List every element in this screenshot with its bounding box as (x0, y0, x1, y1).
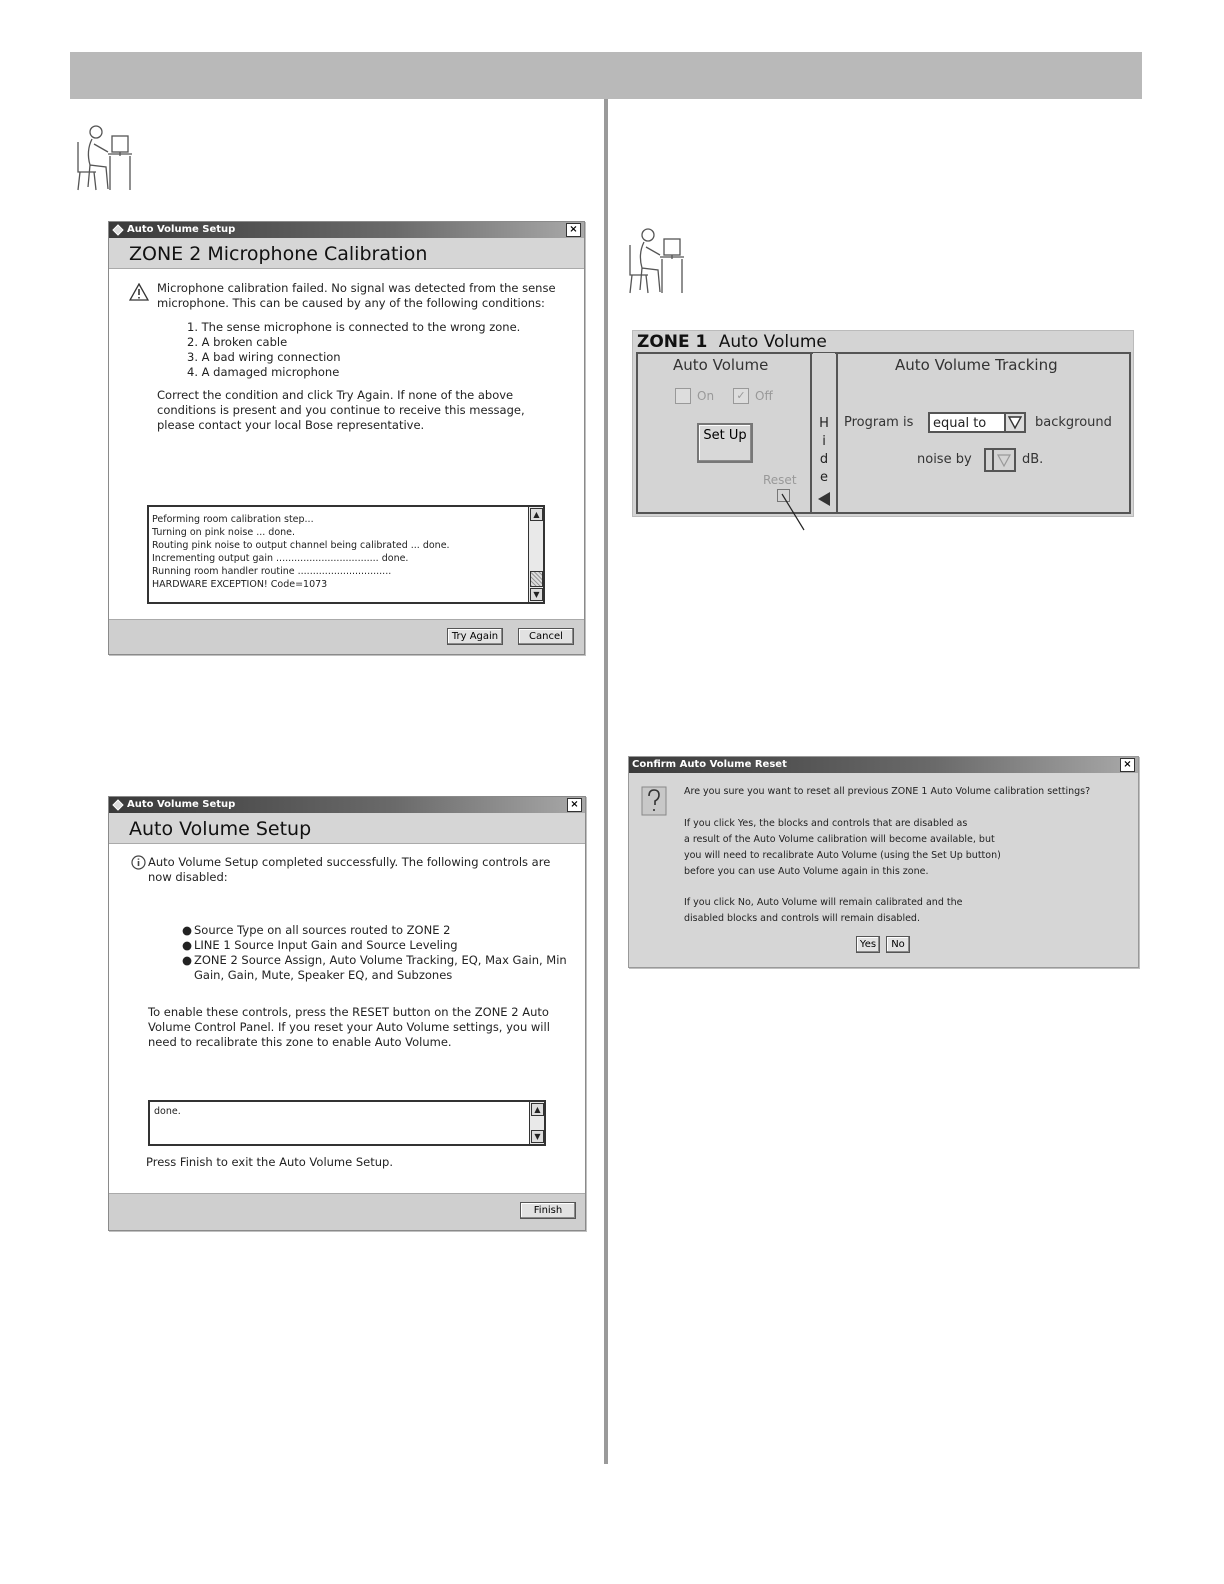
list-item: ● ZONE 2 Source Assign, Auto Volume Tracking, EQ, Max Gain, Min Gain, Gain, Mute, Speaker EQ, and Subzones (182, 953, 567, 982)
log-line: Incrementing output gain .................................. done. (152, 553, 409, 564)
reset-callout-line (776, 490, 810, 534)
list-item: 3. A bad wiring connection (187, 350, 341, 364)
calibration-log (147, 505, 545, 604)
scroll-up-icon[interactable]: ▲ (531, 1103, 544, 1116)
window-title: Auto Volume Setup (127, 799, 236, 810)
list-item: ● Source Type on all sources routed to ZONE 2 (182, 923, 451, 937)
app-icon (112, 799, 124, 811)
title-bar (109, 797, 585, 813)
set-up-button[interactable] (697, 423, 753, 463)
noise-db-select[interactable] (984, 448, 1016, 472)
tracking-section-title: Auto Volume Tracking (895, 356, 1058, 374)
window-title: Auto Volume Setup (127, 224, 236, 235)
auto-volume-section-title: Auto Volume (673, 356, 769, 374)
column-divider (604, 99, 608, 1464)
set-up-label: Set Up (703, 428, 747, 443)
panel-subtitle: Auto Volume (718, 332, 827, 352)
list-item: ● LINE 1 Source Input Gain and Source Leveling (182, 938, 458, 952)
comparison-select[interactable] (928, 412, 1026, 433)
panel-title (637, 332, 827, 352)
close-icon[interactable]: × (1120, 758, 1135, 772)
section-divider (836, 352, 838, 514)
setup-log (148, 1100, 546, 1146)
setup-complete-dialog (108, 796, 586, 1231)
cancel-button[interactable]: Cancel (518, 628, 574, 645)
db-label: dB. (1022, 452, 1044, 467)
app-icon (112, 224, 124, 236)
log-line: done. (154, 1106, 181, 1117)
log-scrollbar[interactable] (528, 507, 543, 602)
zone-auto-volume-panel (632, 330, 1134, 517)
log-line: Peforming room calibration step... (152, 514, 314, 525)
success-message: Auto Volume Setup completed successfully. The following controls are now disabled: (148, 855, 551, 884)
dialog-footer (109, 1193, 585, 1230)
hide-letter: i (822, 434, 826, 449)
list-item: 4. A damaged microphone (187, 365, 340, 379)
try-again-button[interactable]: Try Again (447, 628, 503, 645)
close-icon[interactable]: × (566, 223, 581, 237)
background-label: background (1035, 415, 1112, 430)
confirm-question: Are you sure you want to reset all previous ZONE 1 Auto Volume calibration settings? (684, 786, 1091, 797)
text-line: a result of the Auto Volume calibration will become available, but (684, 834, 995, 845)
text-line: If you click No, Auto Volume will remain calibrated and the (684, 897, 963, 908)
window-title: Confirm Auto Volume Reset (632, 759, 787, 770)
log-line: HARDWARE EXCEPTION! Code=1073 (152, 579, 328, 590)
failure-message: Microphone calibration failed. No signal was detected from the sense microphone. This can be caused by any of the following conditions: (157, 281, 556, 310)
yes-button[interactable]: Yes (856, 936, 880, 953)
chevron-down-icon[interactable] (992, 450, 1014, 470)
list-item: 2. A broken cable (187, 335, 288, 349)
info-icon (131, 855, 146, 870)
hide-letter: H (819, 416, 829, 431)
log-line: Turning on pink noise ... done. (152, 527, 296, 538)
noise-by-label: noise by (917, 452, 972, 467)
yes-explanation (684, 816, 1001, 880)
hide-tab[interactable] (813, 353, 835, 511)
person-at-computer-icon (622, 225, 688, 297)
disabled-controls-list (182, 923, 567, 983)
chevron-down-icon[interactable] (1004, 414, 1024, 431)
dialog-footer (109, 619, 584, 654)
select-value: equal to (933, 416, 987, 431)
on-checkbox[interactable] (675, 388, 691, 404)
on-label: On (697, 389, 715, 403)
hide-letter: e (820, 470, 828, 485)
person-at-computer-icon (70, 122, 136, 194)
confirm-reset-dialog (628, 756, 1139, 968)
text-line: before you can use Auto Volume again in this zone. (684, 866, 929, 877)
conditions-list (187, 320, 520, 380)
list-item: 1. The sense microphone is connected to the wrong zone. (187, 320, 521, 334)
no-button[interactable]: No (886, 936, 910, 953)
instructions-text: Correct the condition and click Try Again. If none of the above conditions is present and you continue to receive this message, please contact your local Bose representative. (157, 388, 525, 432)
close-icon[interactable]: × (567, 798, 582, 812)
section-divider (810, 352, 812, 514)
scroll-up-icon[interactable]: ▲ (530, 508, 543, 521)
warning-icon (129, 283, 149, 301)
finish-button[interactable]: Finish (520, 1202, 576, 1219)
dialog-heading: ZONE 2 Microphone Calibration (109, 238, 584, 269)
scroll-down-icon[interactable]: ▼ (530, 588, 543, 601)
hide-letter: d (819, 452, 829, 467)
off-checkbox[interactable]: ✓ (733, 388, 749, 404)
scroll-thumb[interactable] (530, 571, 543, 587)
no-explanation (684, 895, 962, 927)
text-line: disabled blocks and controls will remain disabled. (684, 913, 920, 924)
text-line: you will need to recalibrate Auto Volume (using the Set Up button) (684, 850, 1001, 861)
zone-label: ZONE 1 (637, 332, 708, 352)
off-label: Off (755, 389, 773, 403)
title-bar (629, 757, 1138, 773)
page-header-bar (70, 52, 1142, 99)
reset-label: Reset (763, 473, 797, 487)
finish-instructions: Press Finish to exit the Auto Volume Setup. (146, 1155, 393, 1169)
calibration-failed-dialog (108, 221, 585, 655)
log-line: Running room handler routine ............................... (152, 566, 392, 577)
log-scrollbar[interactable] (529, 1102, 544, 1144)
enable-instructions: To enable these controls, press the RESET button on the ZONE 2 Auto Volume Control Panel. If you reset your Auto Volume settings, you will need to recalibrate this zone to enable Auto Volume. (148, 1005, 550, 1049)
scroll-down-icon[interactable]: ▼ (531, 1130, 544, 1143)
collapse-arrow-icon[interactable] (817, 491, 831, 507)
log-line: Routing pink noise to output channel being calibrated ... done. (152, 540, 450, 551)
question-icon (641, 786, 667, 816)
text-line: If you click Yes, the blocks and controls that are disabled as (684, 818, 968, 829)
dialog-heading: Auto Volume Setup (109, 813, 585, 844)
program-is-label: Program is (844, 415, 914, 430)
title-bar (109, 222, 584, 238)
